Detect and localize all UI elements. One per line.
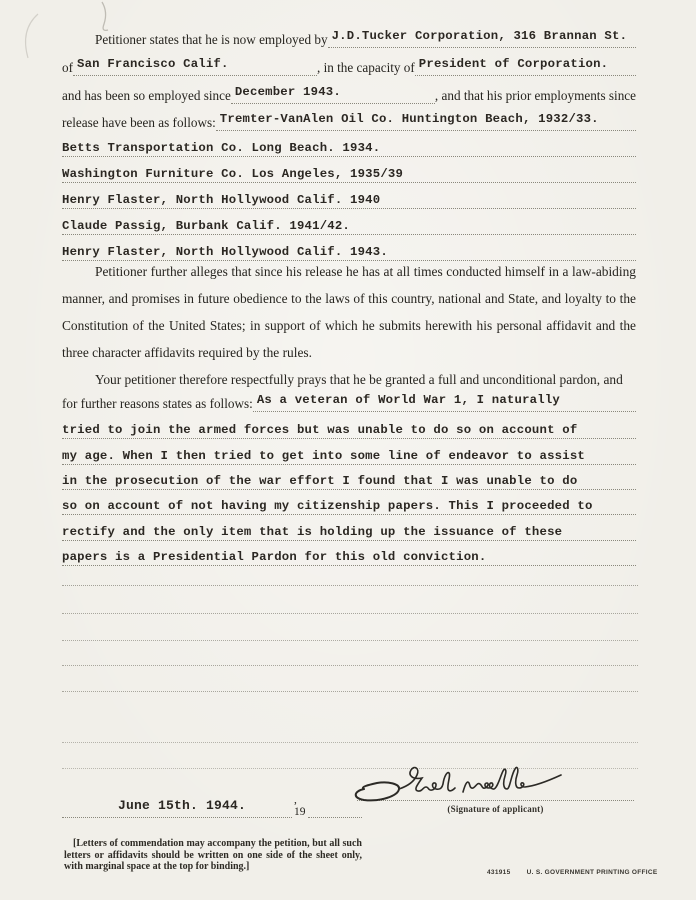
blank-fill-line [62,742,638,743]
reason-line [62,520,636,541]
gpo-name: U. S. GOVERNMENT PRINTING OFFICE [526,869,658,876]
printed-text-of: of [62,60,73,75]
typed-reason-line-2: tried to join the armed forces but was unable to do so on account of [62,423,578,437]
employer-fill-field [328,29,636,48]
gpo-number: 431915 [487,869,511,876]
typed-date-value: June 15th. 1944. [118,800,247,813]
printed-text-prior-employments: , and that his prior employments since [434,88,636,103]
reason-line [62,469,636,490]
typed-reason-line-1: As a veteran of World War 1, I naturally [256,393,560,407]
employment-history-line [62,188,636,209]
typed-employer-value: J.D.Tucker Corporation, 316 Brannan St. [331,29,628,43]
blank-fill-line [62,613,638,614]
reason-line [62,444,636,465]
reason-line [62,545,636,566]
typed-employment-3: Washington Furniture Co. Los Angeles, 1935/39 [62,167,404,181]
employment-history-line [62,162,636,183]
employment-history-line [62,214,636,235]
blank-fill-line [62,640,638,641]
date-field-block [62,794,354,818]
allegiance-paragraph: Petitioner further alleges that since his release he has at all times conducted himself in a law-abiding manner, and promises in future obedience to the laws of this country, national and State, and loyalty to the Constitution of the United States; in support of which he submits herewith his personal affidavit and the three character affidavits required by the rules. [62,264,636,360]
form-line-employed-by [62,26,636,48]
typed-employment-4: Henry Flaster, North Hollywood Calif. 1940 [62,193,381,207]
printed-year-prefix: , 19 [294,794,306,818]
capacity-fill-field [415,57,636,76]
blank-fill-line [62,691,638,692]
signature-caption: (Signature of applicant) [447,804,544,814]
typed-reason-line-4: in the prosecution of the war effort I found that I was unable to do [62,474,578,488]
city-fill-field [73,57,317,76]
form-line-city-capacity [62,54,636,76]
form-line-further-reasons [62,392,636,412]
typed-employment-5: Claude Passig, Burbank Calif. 1941/42. [62,219,351,233]
form-line-employed-since [62,82,636,104]
typed-reason-line-6: rectify and the only item that is holding up the issuance of these [62,525,563,539]
typed-employment-6: Henry Flaster, North Hollywood Calif. 1943. [62,245,388,259]
printed-text-reasons-label: for further reasons states as follows: [62,396,253,411]
printed-text-release-follows: release have been as follows: [62,115,216,130]
typed-capacity-value: President of Corporation. [418,57,609,71]
printed-text-since: and has been so employed since [62,88,231,103]
printed-text-now-employed: Petitioner states that he is now employed by [95,32,328,47]
reasons-fill-field [253,393,636,412]
applicant-signature [348,762,573,806]
typed-prior-employment-1: Tremter-VanAlen Oil Co. Huntington Beach, 1932/33. [219,112,599,126]
typed-city-value: San Francisco Calif. [77,57,229,71]
reason-line [62,418,636,439]
typed-employment-2: Betts Transportation Co. Long Beach. 1934. [62,141,381,155]
since-fill-field [231,85,435,104]
prayer-line: Your petitioner therefore respectfully prays that he be granted a full and unconditional pardon, and [95,372,623,387]
date-fill-field [62,800,292,818]
typed-since-value: December 1943. [234,85,341,99]
form-line-release-follows [62,109,636,131]
typed-reason-line-7: papers is a Presidential Pardon for this old conviction. [62,550,487,564]
typed-reason-line-5: so on account of not having my citizenship papers. This I proceeded to [62,499,593,513]
footnote-text: [Letters of commendation may accompany the petition, but all such letters or affidavits should be written on one side of the sheet only, with marginal space at the top for binding.] [64,838,362,872]
reason-line [62,494,636,515]
printing-office-imprint [487,869,658,876]
blank-fill-line [62,585,638,586]
prior-employment-fill-field [216,112,636,131]
typed-reason-line-3: my age. When I then tried to get into some line of endeavor to assist [62,449,585,463]
printed-text-capacity: , in the capacity of [317,60,415,75]
blank-fill-line [62,665,638,666]
employment-history-line [62,136,636,157]
